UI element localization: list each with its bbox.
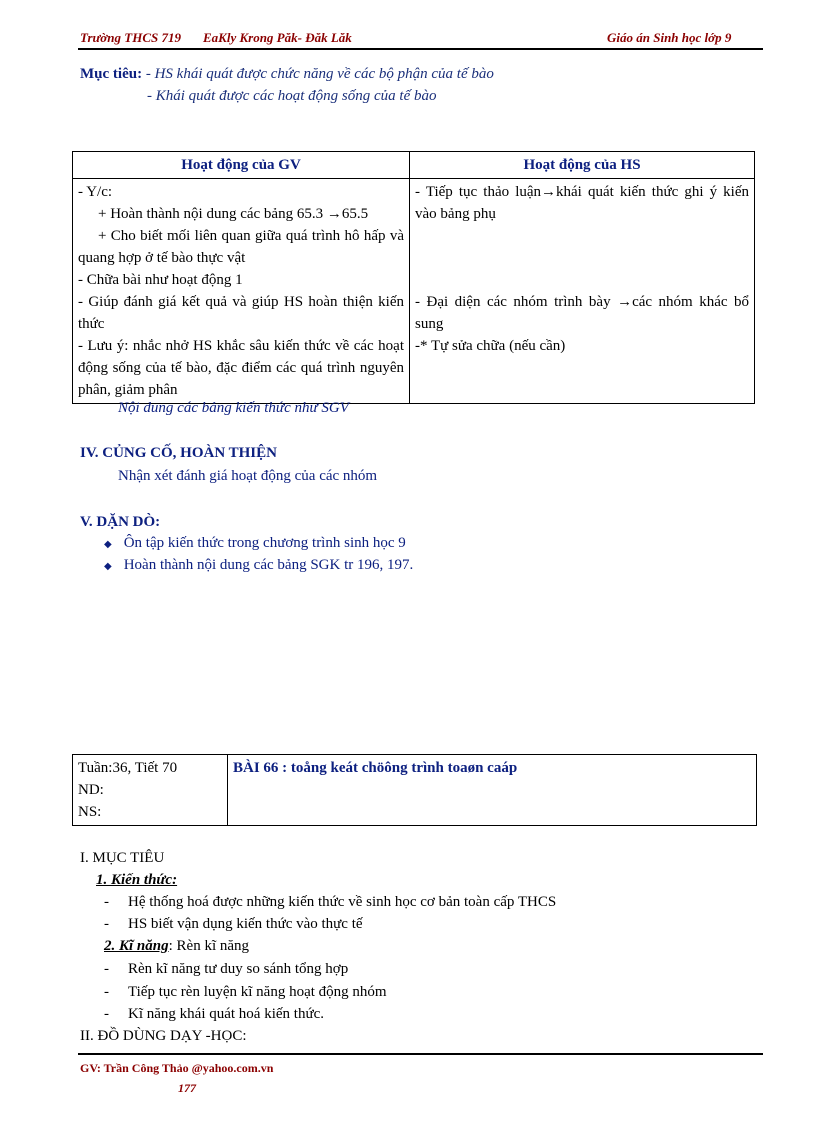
objectives-label: Mục tiêu: [80, 66, 143, 82]
list-item: - Tiếp tục rèn luyện kĩ năng hoạt động nhóm [104, 984, 387, 1000]
list-item: - Kĩ năng khái quát hoá kiến thức. [104, 1006, 324, 1022]
knowledge-label: 1. Kiến thức: [96, 872, 178, 888]
bullet-icon: ◆ [104, 561, 112, 572]
objectives-line1: Mục tiêu: - HS khái quát được chức năng về các bộ phận của tế bào [80, 66, 494, 82]
table-header-hs: Hoạt động của HS [410, 152, 755, 179]
page-number: 177 [178, 1081, 196, 1095]
gv-item: - Y/c: [78, 184, 113, 200]
header-school: Trường THCS 719 [80, 30, 181, 45]
activity-table [72, 151, 755, 404]
list-item: - HS biết vận dụng kiến thức vào thực tế [104, 916, 363, 932]
list-item: ◆ Ôn tập kiến thức trong chương trình sinh học 9 [104, 535, 406, 551]
list-item: ◆ Hoàn thành nội dung các bảng SGK tr 196, 197. [104, 557, 414, 573]
gv-item: + Cho biết mối liên quan giữa quá trình hô hấp và quang hợp ở tế bào thực vật [78, 228, 404, 266]
section4-text: Nhận xét đánh giá hoạt động của các nhóm [118, 468, 378, 484]
spacer [415, 225, 749, 291]
lesson-ns: NS: [78, 804, 102, 820]
lesson-title: BÀI 66 : toång keát chöông trình toaøn caáp [233, 760, 518, 776]
table-note: Nội dung các bảng kiến thức như SGV [118, 400, 349, 416]
lesson-week: Tuần:36, Tiết 70 [78, 760, 178, 776]
hs-item: - Đại diện các nhóm trình bày →các nhóm khác bổ sung [415, 294, 749, 332]
hs-item: -* Tự sửa chữa (nếu cần) [415, 338, 566, 354]
gv-item: - Lưu ý: nhắc nhở HS khắc sâu kiến thức về các hoạt động sống của tế bào, đặc điểm các quá trình nguyên phân, giảm phân [78, 338, 404, 398]
skills-heading: 2. Kĩ năng: Rèn kĩ năng [104, 938, 250, 954]
hs-item: - Tiếp tục thảo luận→khái quát kiến thức ghi ý kiến vào bảng phụ [415, 184, 749, 222]
footer-teacher: GV: Trần Công Thảo @yahoo.com.vn [80, 1061, 274, 1075]
list-item: - Rèn kĩ năng tư duy so sánh tổng hợp [104, 961, 349, 977]
bullet-icon: ◆ [104, 539, 112, 550]
section2-title: II. ĐỒ DÙNG DẠY -HỌC: [80, 1028, 247, 1044]
header-location: EaKly Krong Păk- Đăk Lăk [203, 30, 352, 45]
hs-cell [410, 179, 755, 404]
section5-title: V. DẶN DÒ: [80, 514, 161, 530]
header-doc-title: Giáo án Sinh học lớp 9 [607, 30, 732, 45]
gv-item: - Giúp đánh giá kết quả và giúp HS hoàn thiện kiến thức [78, 294, 404, 332]
lesson-nd: ND: [78, 782, 104, 798]
header-divider [78, 48, 763, 50]
objectives-line2: - Khái quát được các hoạt động sống của tế bào [147, 88, 437, 104]
section4-title: IV. CỦNG CỐ, HOÀN THIỆN [80, 445, 277, 461]
lesson-meta-cell [73, 755, 228, 826]
section1-title: I. MỤC TIÊU [80, 850, 165, 866]
list-item: - Hệ thống hoá được những kiến thức về sinh học cơ bản toàn cấp THCS [104, 894, 557, 910]
lesson-info-table [72, 754, 757, 826]
table-header-gv: Hoạt động của GV [73, 152, 410, 179]
footer-divider [78, 1053, 763, 1055]
gv-cell [73, 179, 410, 404]
lesson-title-cell [228, 755, 757, 826]
skills-label: 2. Kĩ năng [104, 938, 169, 954]
gv-item: + Hoàn thành nội dung các bảng 65.3 →65.5 [98, 206, 369, 222]
gv-item: - Chữa bài như hoạt động 1 [78, 272, 243, 288]
